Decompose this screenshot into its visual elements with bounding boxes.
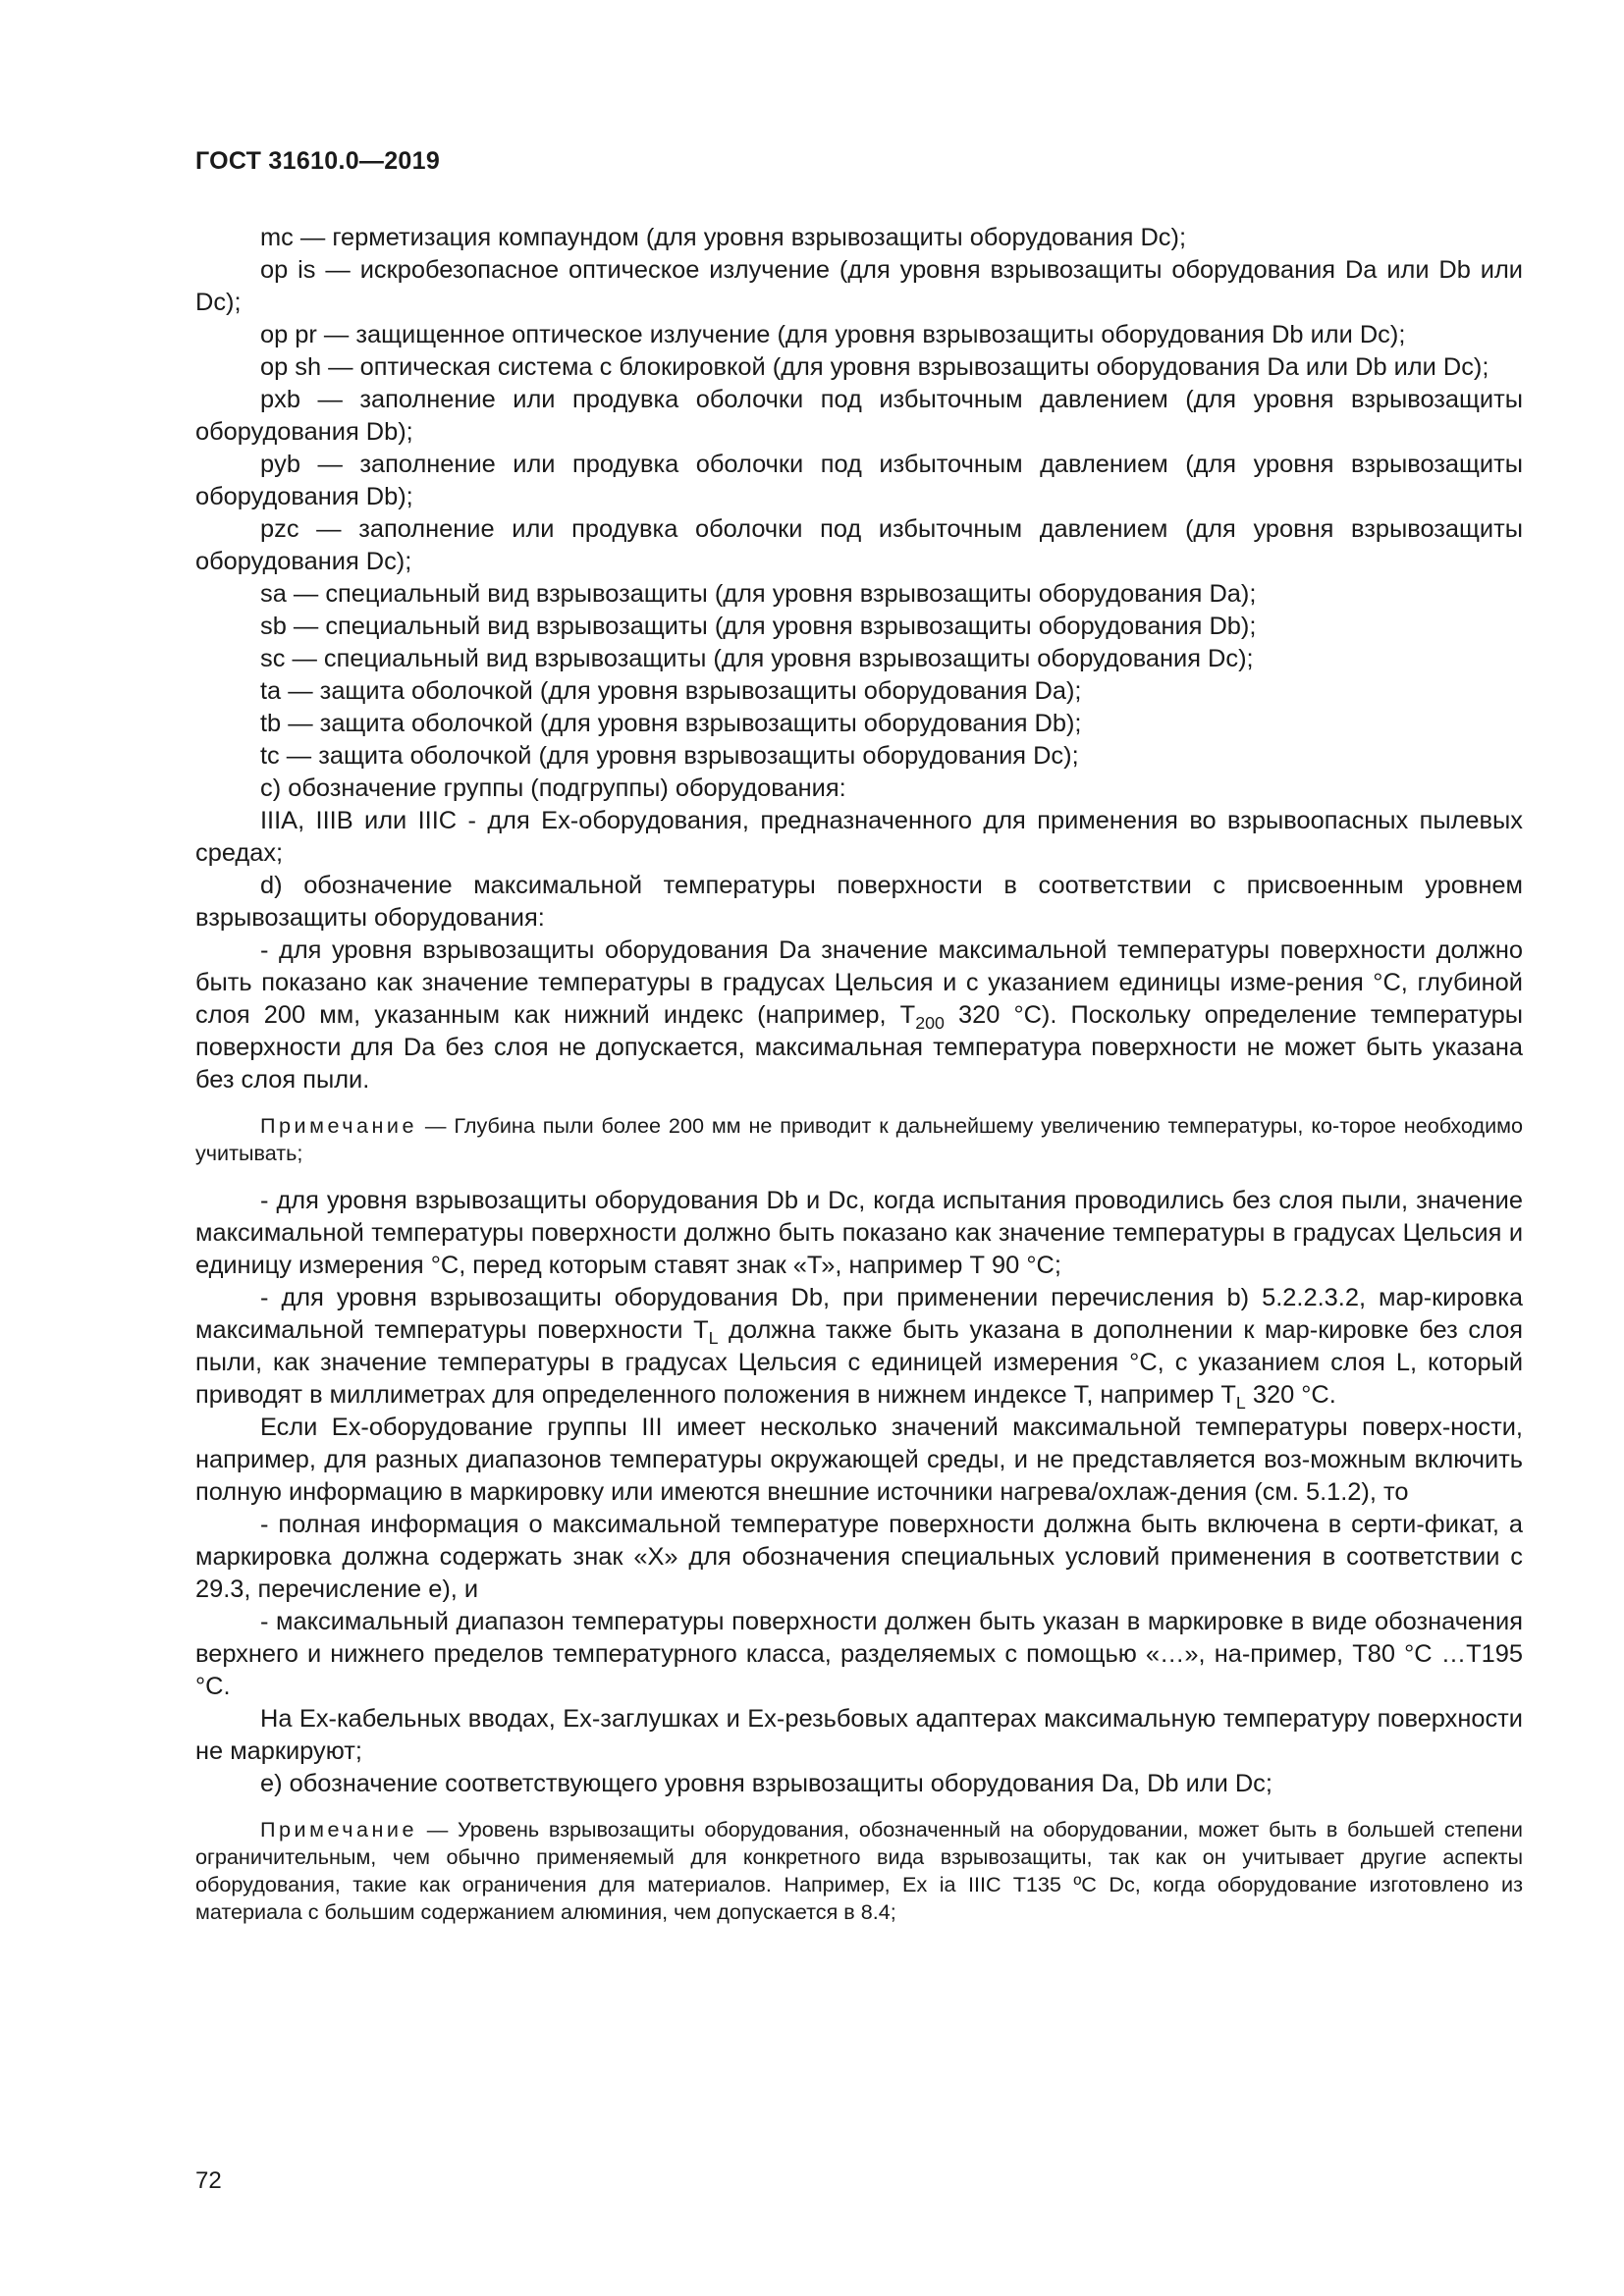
- body-text: [195, 222, 1523, 1944]
- paragraph-tb: tb — защита оболочкой (для уровня взрывозащиты оборудования Db);: [260, 710, 1082, 737]
- note-label: Примечание: [260, 1113, 417, 1138]
- paragraph-sc: sc — специальный вид взрывозащиты (для уровня взрывозащиты оборудования Dc);: [260, 645, 1254, 672]
- paragraph-mc: mc — герметизация компаундом (для уровня взрывозащиты оборудования Dc);: [260, 224, 1187, 251]
- paragraph-ta: ta — защита оболочкой (для уровня взрывозащиты оборудования Da);: [260, 677, 1082, 705]
- page-number: 72: [195, 2167, 222, 2194]
- paragraph-db-dc: - для уровня взрывозащиты оборудования Db и Dc, когда испытания проводились без слоя пыли, значение максимальной температуры поверхности должно быть показано как значение температуры в градусах Цельсия и единицу измерения °С, перед которым ставят знак «Т», например Т 90 °С;: [195, 1187, 1523, 1279]
- paragraph-item-d: d) обозначение максимальной температуры поверхности в соответствии с присвоенным уровнем взрывозащиты оборудования:: [195, 872, 1523, 932]
- paragraph-pxb: pxb — заполнение или продувка оболочки под избыточным давлением (для уровня взрывозащиты оборудования Db);: [195, 386, 1523, 446]
- paragraph-tc: tc — защита оболочкой (для уровня взрывозащиты оборудования Dc);: [260, 742, 1079, 770]
- note-label: Примечание: [260, 1817, 417, 1842]
- paragraph-op-is: op is — искробезопасное оптическое излучение (для уровня взрывозащиты оборудования Da или Db или Dc);: [195, 256, 1523, 316]
- paragraph-groups: IIIA, IIIB или IIIC - для Ex-оборудования, предназначенного для применения во взрывоопасных пылевых средах;: [195, 807, 1523, 867]
- paragraph-pyb: pyb — заполнение или продувка оболочки под избыточным давлением (для уровня взрывозащиты оборудования Db);: [195, 451, 1523, 510]
- paragraph-sa: sa — специальный вид взрывозащиты (для уровня взрывозащиты оборудования Da);: [260, 580, 1257, 608]
- paragraph-op-pr: op pr — защищенное оптическое излучение (для уровня взрывозащиты оборудования Db или Dc);: [260, 321, 1406, 348]
- paragraph-max-range: - максимальный диапазон температуры поверхности должен быть указан в маркировке в виде обозначения верхнего и нижнего пределов температурного класса, разделяемых с помощью «…», на-пример, T80 °С …T195 °С.: [195, 1608, 1523, 1700]
- document-header: ГОСТ 31610.0—2019: [195, 147, 441, 175]
- paragraph-pzc: pzc — заполнение или продувка оболочки под избыточным давлением (для уровня взрывозащиты оборудования Dc);: [195, 515, 1523, 575]
- paragraph-item-e: e) обозначение соответствующего уровня взрывозащиты оборудования Da, Db или Dc;: [260, 1770, 1272, 1797]
- paragraph-full-info: - полная информация о максимальной температуре поверхности должна быть включена в серти-фикат, а маркировка должна содержать знак «X» для обозначения специальных условий применения в соответствии с 29.3, перечисление е), и: [195, 1511, 1523, 1603]
- note-dust-depth: Примечание — Глубина пыли более 200 мм не приводит к дальнейшему увеличению температуры, ко-торое необходимо учитывать;: [195, 1113, 1523, 1165]
- paragraph-cable-entries: На Ex-кабельных вводах, Ex-заглушках и Ex-резьбовых адаптерах максимальную температуру поверхности не маркируют;: [195, 1705, 1523, 1765]
- paragraph-da: - для уровня взрывозащиты оборудования Da значение максимальной температуры поверхности должно быть показано как значение температуры в градусах Цельсия и с указанием единицы изме-рения °С, глубиной слоя 200 мм, указанным как нижний индекс (например, $T_{200}$ 320 °С). Поскольку определение температуры поверхности для Da без слоя не допускается, максимальная температура поверхности не может быть указана без слоя пыли.: [195, 936, 1523, 1094]
- paragraph-db: - для уровня взрывозащиты оборудования Db, при применении перечисления b) 5.2.2.3.2, мар-кировка максимальной температуры поверхности $T_L$ должна также быть указана в дополнении к мар-кировке без слоя пыли, как значение температуры в градусах Цельсия с единицей измерения °С, с указанием слоя L, который приводят в миллиметрах для определенного положения в нижнем индексе Т, например $T_L$ 320 °С.: [195, 1284, 1524, 1414]
- paragraph-sb: sb — специальный вид взрывозащиты (для уровня взрывозащиты оборудования Db);: [260, 613, 1257, 640]
- paragraph-group-iii: Если Ex-оборудование группы III имеет несколько значений максимальной температуры поверх-ности, например, для разных диапазонов температуры окружающей среды, и не представляется воз-можным включить полную информацию в маркировку или имеются внешние источники нагрева/охлаж-дения (см. 5.1.2), то: [195, 1414, 1523, 1506]
- paragraph-op-sh: op sh — оптическая система с блокировкой (для уровня взрывозащиты оборудования Da или Db или Dc);: [260, 353, 1489, 381]
- paragraph-item-c: c) обозначение группы (подгруппы) оборудования:: [260, 774, 846, 802]
- note-protection-level: Примечание — Уровень взрывозащиты оборудования, обозначенный на оборудовании, может быть в большей степени ограничительным, чем обычно применяемый для конкретного вида взрывозащиты, так как он учитывает другие аспекты оборудования, такие как ограничения для материалов. Например, Ex ia IIIC T135 ºC Dc, когда оборудование изготовлено из материала с большим содержанием алюминия, чем допускается в 8.4;: [195, 1817, 1523, 1924]
